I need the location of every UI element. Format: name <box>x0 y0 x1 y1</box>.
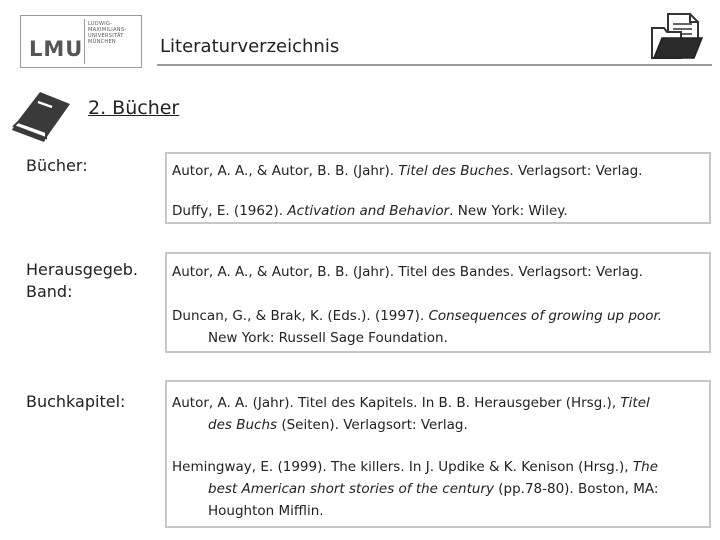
italic-title: Consequences of growing up poor. <box>428 308 663 324</box>
text-segment: Autor, A. A. (Jahr). Titel des Kapitels. In B. B. Herausgeber (Hrsg.), <box>172 395 621 411</box>
text-segment: New York: Russell Sage Foundation. <box>208 330 448 346</box>
italic-title: Titel des Buches <box>398 163 510 179</box>
reference-example-herausgegeben <box>172 305 702 349</box>
header-divider <box>157 64 712 66</box>
reference-template-buchkapitel <box>172 392 702 436</box>
italic-title: Activation and Behavior <box>287 203 450 219</box>
label-line: Herausgegeb. <box>26 260 138 279</box>
italic-title: best American short stories of the century <box>208 481 494 497</box>
logo-line: UNIVERSITÄT <box>88 33 124 39</box>
page-title: Literaturverzeichnis <box>160 36 340 57</box>
lmu-logo <box>20 15 142 68</box>
book-icon <box>6 86 76 142</box>
logo-wordmark: LMU <box>29 37 84 61</box>
text-segment: . Verlagsort: Verlag. <box>509 163 643 179</box>
text-segment: Duncan, G., & Brak, K. (Eds.). (1997). <box>172 308 429 324</box>
row-label-herausgegeben <box>26 259 138 303</box>
reference-template-herausgegeben: Autor, A. A., & Autor, B. B. (Jahr). Titel des Bandes. Verlagsort: Verlag. <box>172 264 643 280</box>
logo-divider <box>84 19 85 64</box>
label-line: Band: <box>26 282 73 301</box>
text-segment: (pp.78-80). Boston, MA: <box>493 481 659 497</box>
logo-line: MAXIMILIANS- <box>88 27 127 33</box>
logo-line: LUDWIG- <box>88 21 113 27</box>
row-label-buecher: Bücher: <box>26 156 88 175</box>
text-segment: Hemingway, E. (1999). The killers. In J. Updike & K. Kenison (Hrsg.), <box>172 459 633 475</box>
text-segment: . New York: Wiley. <box>449 203 568 219</box>
text-segment: (Seiten). Verlagsort: Verlag. <box>277 417 468 433</box>
text-segment: Duffy, E. (1962). <box>172 203 288 219</box>
logo-line: MÜNCHEN <box>88 39 116 45</box>
row-label-buchkapitel: Buchkapitel: <box>26 392 126 411</box>
reference-template-buecher <box>172 160 702 182</box>
slide-header <box>0 0 720 80</box>
section-title: 2. Bücher <box>88 97 180 119</box>
logo-university-name <box>88 21 138 45</box>
folder-document-icon <box>648 12 703 60</box>
italic-title: The <box>632 459 659 475</box>
reference-example-buecher <box>172 200 702 222</box>
reference-example-buchkapitel <box>172 456 702 522</box>
text-segment: Autor, A. A., & Autor, B. B. (Jahr). <box>172 163 399 179</box>
italic-title: des Buchs <box>208 417 278 433</box>
text-segment: Houghton Mifflin. <box>208 503 324 519</box>
italic-title: Titel <box>620 395 650 411</box>
